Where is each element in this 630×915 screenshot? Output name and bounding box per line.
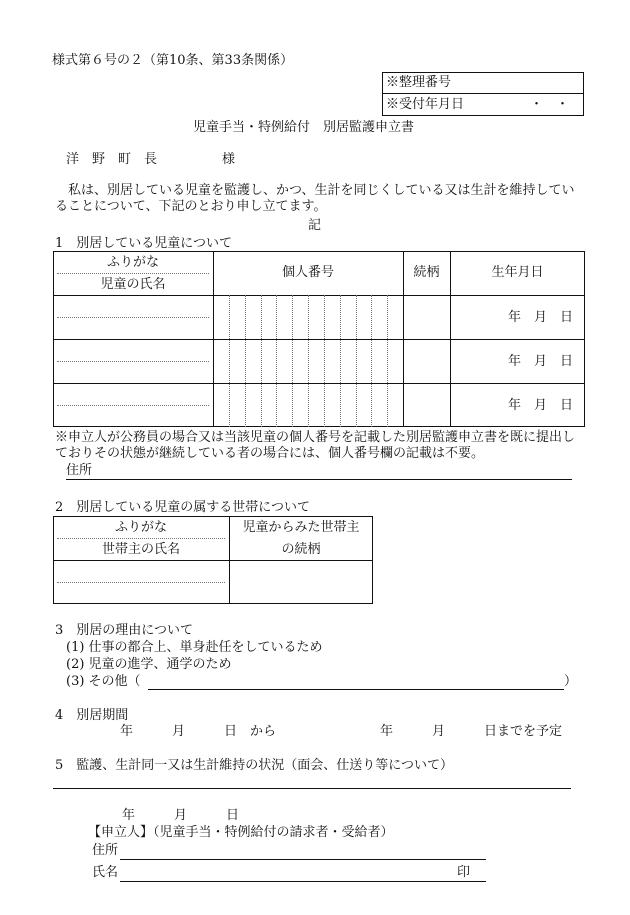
mynumber-digit-divider [387, 295, 388, 427]
col-householder-relation-2: の続柄 [281, 542, 321, 557]
col-householder-name: 世帯主の氏名 [101, 542, 180, 557]
applicant-name-line[interactable] [120, 881, 486, 882]
mynumber-digit-divider [292, 295, 293, 427]
mynumber-digit-divider [245, 295, 246, 427]
mynumber-digit-divider [340, 295, 341, 427]
section4-heading: 4 別居期間 [55, 708, 129, 723]
col-household-furigana: ふりがな [114, 520, 167, 535]
col-relation: 続柄 [413, 265, 440, 280]
section5-line[interactable] [53, 788, 571, 789]
section3-heading: 3 別居の理由について [55, 623, 194, 638]
reason-1: (1) 仕事の都合上、単身赴任をしているため [66, 640, 323, 655]
seal-mark: 印 [457, 865, 471, 880]
applicant-address-line[interactable] [120, 859, 486, 860]
uketsuke-label: ※受付年月日 [386, 97, 465, 112]
separation-period: 年 月 日 から 年 月 日までを予定 [120, 724, 563, 739]
mynumber-digit-divider [276, 295, 277, 427]
submission-date: 年 月 日 [122, 808, 240, 823]
col-child-name: 児童の氏名 [100, 277, 166, 292]
section2-heading: 2 別居している児童の属する世帯について [55, 500, 311, 515]
reason-3: (3) その他（ [66, 674, 141, 689]
col-birthdate: 生年月日 [491, 265, 544, 280]
page-title: 児童手当・特例給付 別居監護申立書 [193, 120, 415, 135]
col-furigana: ふりがな [106, 255, 159, 270]
form-number: 様式第６号の２（第10条、第33条関係） [52, 53, 294, 68]
applicant-label: 【申立人】（児童手当・特例給付の請求者・受給者） [88, 825, 394, 840]
col-mynumber: 個人番号 [281, 265, 334, 280]
birthdate-row-1: 年 月 日 [508, 310, 574, 325]
reason-close-paren: ） [564, 674, 578, 689]
section1-address-label: 住所 [66, 463, 93, 478]
section1-heading: 1 別居している児童について [55, 236, 233, 251]
mynumber-digit-divider [229, 295, 230, 427]
col-householder-relation-1: 児童からみた世帯主 [242, 520, 360, 535]
section5-heading: 5 監護、生計同一又は生計維持の状況（面会、仕送り等について） [55, 758, 454, 773]
applicant-name-label: 氏名 [92, 865, 119, 880]
uketsuke-dots: ・ ・ [530, 97, 570, 112]
mynumber-digit-divider [371, 295, 372, 427]
mynumber-digit-divider [324, 295, 325, 427]
mynumber-digit-divider [261, 295, 262, 427]
seiri-bango-label: ※整理番号 [386, 75, 452, 90]
mynumber-digit-divider [308, 295, 309, 427]
birthdate-row-2: 年 月 日 [508, 354, 574, 369]
reason-other-line[interactable] [148, 689, 564, 690]
mynumber-note: ※申立人が公務員の場合又は当該児童の個人番号を記載した別居監護申立書を既に提出しておりその状態が継続している者の場合には、個人番号欄の記載は不要。 [55, 430, 576, 461]
section1-address-line[interactable] [66, 479, 572, 480]
intro-paragraph: 私は、別居している児童を監護し、かつ、生計を同じくしている又は生計を維持していることについて、下記のとおり申し立てます。 [55, 183, 575, 214]
addressee: 洋 野 町 長 様 [66, 152, 236, 167]
birthdate-row-3: 年 月 日 [508, 398, 574, 413]
applicant-address-label: 住所 [92, 843, 119, 858]
mynumber-digit-divider [356, 295, 357, 427]
reason-2: (2) 児童の進学、通学のため [66, 657, 232, 672]
ki-label: 記 [308, 218, 322, 233]
